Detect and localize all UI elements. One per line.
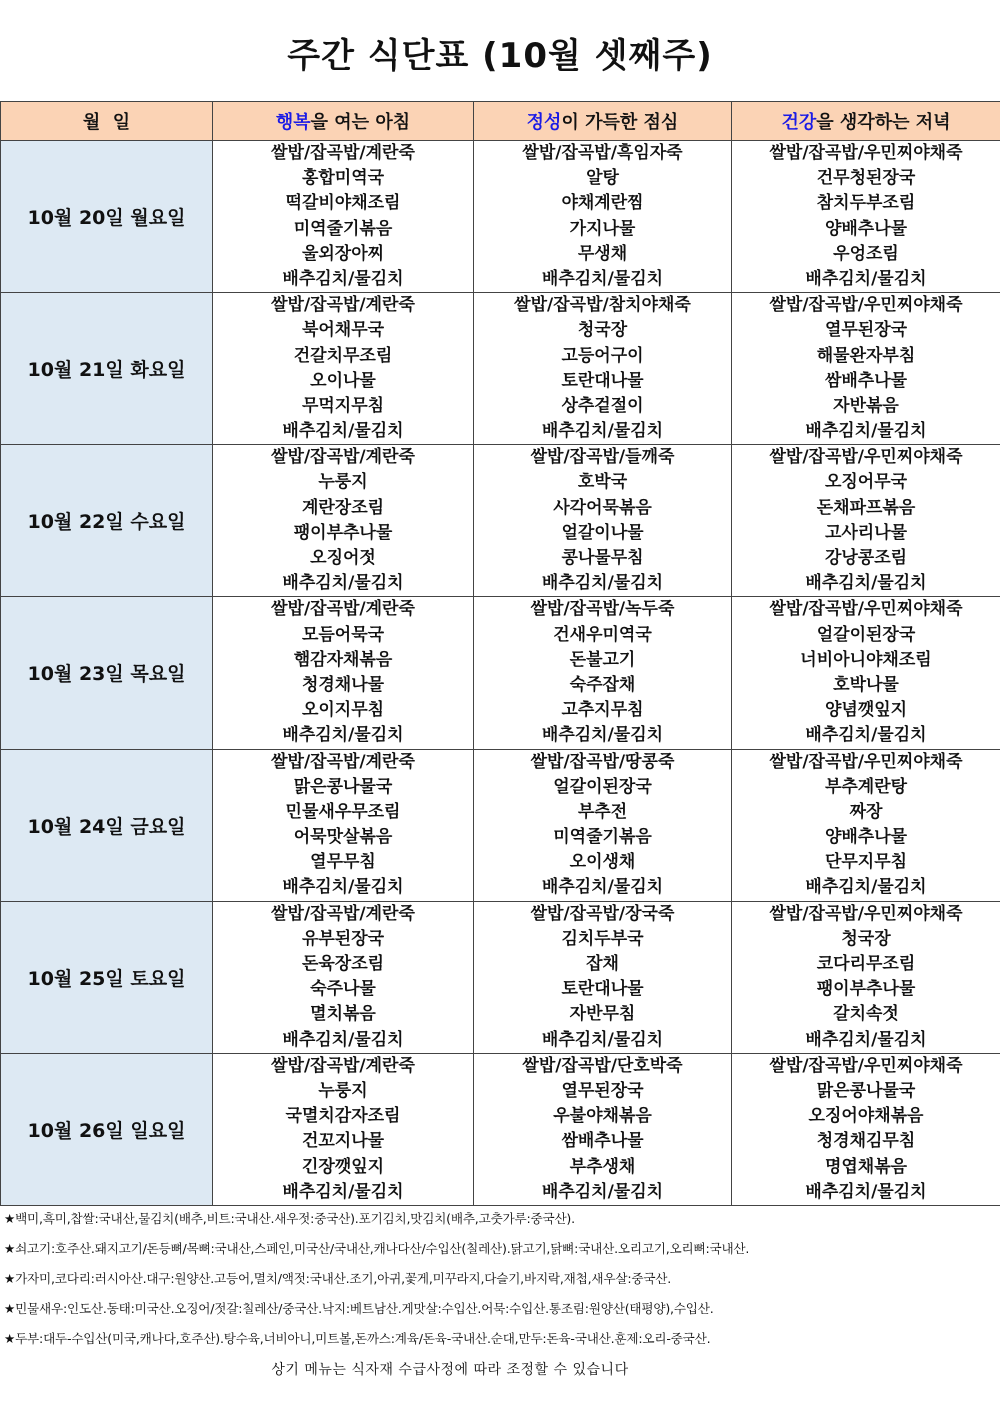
menu-item: 돈채파프볶음 (816, 497, 916, 518)
menu-item: 숙주잡채 (569, 674, 636, 695)
day-row (1, 293, 1000, 445)
menu-item: 쌀밥/잡곡밥/계란죽 (271, 1055, 415, 1076)
menu-item: 배추김치/물김치 (282, 421, 404, 442)
menu-item: 오징어젓 (310, 548, 376, 568)
header-lunch-highlight: 정성 (526, 112, 562, 133)
menu-item: 계란장조림 (301, 497, 385, 518)
menu-item: 쌀밥/잡곡밥/들깨죽 (530, 447, 675, 468)
menu-item: 홍합미역국 (301, 168, 385, 189)
menu-item: 부추전 (577, 801, 628, 822)
menu-item: 알탕 (586, 168, 619, 189)
menu-item: 양념깻잎지 (824, 700, 908, 721)
menu-item: 건무청된장국 (816, 168, 916, 189)
day-label: 10월 20일 월요일 (1, 141, 213, 293)
header-lunch (474, 102, 732, 141)
menu-item: 배추김치/물김치 (282, 1181, 404, 1202)
menu-item: 배추김치/물김치 (805, 421, 927, 442)
menu-item: 쌀밥/잡곡밥/우민찌야채죽 (769, 447, 963, 468)
menu-item: 고사리나물 (824, 522, 908, 543)
menu-item: 돈육장조림 (301, 954, 385, 974)
menu-item: 오징어야채볶음 (808, 1106, 924, 1127)
menu-item: 너비아니야채조림 (800, 649, 932, 670)
menu-item: 국멸치감자조림 (285, 1106, 401, 1127)
menu-item: 청경채나물 (301, 674, 385, 695)
dinner-cell (732, 901, 1000, 1053)
menu-item: 배추김치/물김치 (282, 725, 404, 746)
origin-notes (4, 1204, 999, 1354)
menu-item: 잡채 (586, 954, 619, 974)
menu-item: 코다리무조림 (816, 954, 916, 974)
breakfast-cell (213, 141, 474, 293)
menu-item: 누룽지 (318, 472, 368, 493)
lunch-cell (474, 141, 732, 293)
menu-item: 자반볶음 (833, 395, 899, 416)
menu-item: 배추김치/물김치 (541, 421, 664, 442)
day-row (1, 597, 1000, 749)
menu-item: 상추겉절이 (561, 395, 644, 416)
menu-item: 쌈배추나물 (561, 1131, 644, 1152)
lunch-cell (474, 293, 732, 445)
menu-item: 쌀밥/잡곡밥/계란죽 (271, 447, 415, 468)
menu-item: 울외장아찌 (301, 243, 385, 264)
menu-item: 콩나물무침 (561, 548, 644, 568)
menu-item: 김치두부국 (561, 928, 644, 949)
day-row (1, 445, 1000, 597)
menu-item: 무먹지무침 (301, 395, 385, 416)
header-dinner-highlight: 건강 (781, 112, 817, 133)
menu-item: 민물새우무조림 (285, 801, 401, 822)
day-label: 10월 24일 금요일 (1, 749, 213, 901)
menu-item: 배추김치/물김치 (541, 1029, 664, 1050)
menu-item: 미역줄기볶음 (553, 827, 652, 848)
menu-item: 돈불고기 (569, 649, 636, 670)
day-label: 10월 26일 일요일 (1, 1053, 213, 1205)
menu-item: 고등어구이 (561, 345, 644, 366)
menu-item: 누룽지 (318, 1080, 368, 1101)
menu-item: 모듬어묵국 (301, 624, 385, 645)
menu-item: 배추김치/물김치 (541, 877, 664, 898)
menu-item: 쌀밥/잡곡밥/계란죽 (271, 143, 415, 163)
menu-item: 해물완자부침 (816, 345, 916, 366)
menu-item: 오이나물 (310, 370, 376, 391)
breakfast-cell (213, 1053, 474, 1205)
menu-item: 건꼬지나물 (301, 1131, 385, 1152)
menu-item: 건새우미역국 (553, 624, 652, 645)
menu-item: 건갈치무조림 (293, 345, 393, 366)
menu-item: 오징어무국 (824, 472, 908, 493)
menu-item: 멸치볶음 (310, 1004, 376, 1025)
header-day: 월 일 (1, 102, 213, 141)
menu-item: 긴장깻잎지 (301, 1156, 385, 1177)
dinner-cell (732, 445, 1000, 597)
menu-item: 배추김치/물김치 (541, 268, 664, 289)
menu-item: 맑은콩나물국 (816, 1080, 916, 1101)
menu-item: 쌀밥/잡곡밥/녹두죽 (530, 599, 675, 620)
menu-item: 쌀밥/잡곡밥/계란죽 (271, 903, 415, 924)
menu-item: 북어채무국 (301, 320, 385, 341)
header-breakfast (213, 102, 474, 141)
lunch-cell (474, 597, 732, 749)
menu-item: 가지나물 (569, 218, 636, 239)
lunch-cell (474, 901, 732, 1053)
menu-item: 갈치속젓 (833, 1004, 899, 1025)
header-row (1, 102, 1000, 141)
dinner-cell (732, 597, 1000, 749)
menu-item: 양배추나물 (824, 827, 908, 848)
page-title: 주간 식단표 (10월 셋째주) (287, 36, 713, 76)
menu-item: 토란대나물 (561, 979, 644, 1000)
lunch-cell (474, 749, 732, 901)
menu-item: 쌀밥/잡곡밥/땅콩죽 (530, 751, 675, 772)
dinner-cell (732, 141, 1000, 293)
menu-item: 열무무침 (310, 852, 376, 873)
header-breakfast-rest: 을 여는 아침 (310, 112, 411, 133)
menu-item: 팽이부추나물 (816, 979, 916, 1000)
dinner-cell (732, 293, 1000, 445)
menu-item: 열무된장국 (561, 1080, 644, 1101)
menu-item: 호박나물 (833, 674, 899, 695)
origin-note: ★백미,흑미,찹쌀:국내산,물김치(배추,비트:국내산.새우젓:중국산).포기김치,맛김치(배추,고춧가루:중국산). (4, 1211, 575, 1226)
menu-item: 쌈배추나물 (824, 370, 908, 391)
menu-item: 사각어묵볶음 (553, 497, 652, 518)
dinner-cell (732, 1053, 1000, 1205)
menu-item: 쌀밥/잡곡밥/단호박죽 (522, 1055, 683, 1076)
menu-item: 숙주나물 (310, 979, 376, 1000)
menu-item: 짜장 (849, 801, 883, 822)
menu-item: 참치두부조림 (816, 193, 916, 214)
origin-note: ★쇠고기:호주산.돼지고기/돈등뼈/목뼈:국내산,스페인,미국산/국내산,캐나다산/수입산(칠레산).닭고기,닭뼈:국내산.오리고기,오리뼈:국내산. (4, 1241, 750, 1256)
menu-item: 배추김치/물김치 (805, 268, 927, 289)
menu-item: 청경채김무침 (816, 1131, 916, 1152)
menu-item: 부추생채 (569, 1156, 636, 1177)
menu-item: 쌀밥/잡곡밥/우민찌야채죽 (769, 295, 963, 316)
header-dinner (732, 102, 1000, 141)
menu-item: 우불야채볶음 (553, 1106, 652, 1127)
menu-item: 호박국 (577, 472, 628, 493)
header-breakfast-highlight: 행복 (275, 112, 311, 133)
breakfast-cell (213, 293, 474, 445)
breakfast-cell (213, 597, 474, 749)
day-row (1, 901, 1000, 1053)
menu-item: 양배추나물 (824, 218, 908, 239)
menu-item: 자반무침 (569, 1004, 636, 1025)
menu-item: 열무된장국 (824, 320, 908, 341)
menu-item: 쌀밥/잡곡밥/우민찌야채죽 (769, 599, 963, 620)
menu-item: 쌀밥/잡곡밥/우민찌야채죽 (769, 143, 963, 163)
day-label: 10월 22일 수요일 (1, 445, 213, 597)
menu-item: 쌀밥/잡곡밥/우민찌야채죽 (769, 751, 963, 772)
menu-item: 쌀밥/잡곡밥/계란죽 (271, 599, 415, 620)
day-row (1, 1053, 1000, 1205)
menu-item: 쌀밥/잡곡밥/참치야채죽 (514, 295, 691, 316)
menu-item: 쌀밥/잡곡밥/계란죽 (271, 751, 415, 772)
weekly-menu-table (0, 101, 1000, 1206)
breakfast-cell (213, 749, 474, 901)
menu-item: 쌀밥/잡곡밥/계란죽 (271, 295, 415, 316)
day-label: 10월 23일 목요일 (1, 597, 213, 749)
day-row (1, 749, 1000, 901)
footer-notice: 상기 메뉴는 식자재 수급사정에 따라 조정할 수 있습니다 (271, 1362, 629, 1378)
menu-item: 청국장 (841, 928, 891, 949)
menu-item: 떡갈비야채조림 (285, 193, 401, 214)
origin-note: ★민물새우:인도산.동태:미국산.오징어/젓갈:칠레산/중국산.낙지:베트남산.게맛살:수입산.어묵:수입산.통조림:원양산(태평양),수입산. (4, 1301, 714, 1316)
menu-item: 배추김치/물김치 (282, 1029, 404, 1050)
menu-item: 배추김치/물김치 (541, 725, 664, 746)
menu-item: 얼갈이나물 (561, 522, 644, 543)
menu-item: 햄감자채볶음 (293, 649, 393, 670)
menu-item: 팽이부추나물 (293, 522, 393, 543)
menu-item: 무생채 (577, 243, 628, 264)
menu-item: 토란대나물 (561, 370, 644, 391)
menu-item: 오이생채 (569, 852, 636, 873)
origin-note: ★가자미,코다리:러시아산.대구:원양산.고등어,멸치/액젓:국내산.조기,아귀,꽃게,미꾸라지,다슬기,바지락,재첩,새우살:중국산. (4, 1271, 672, 1286)
menu-item: 맑은콩나물국 (293, 776, 393, 797)
day-row (1, 141, 1000, 293)
menu-item: 배추김치/물김치 (805, 877, 927, 898)
lunch-cell (474, 445, 732, 597)
menu-item: 배추김치/물김치 (805, 1181, 927, 1202)
menu-item: 배추김치/물김치 (805, 725, 927, 746)
day-label: 10월 25일 토요일 (1, 901, 213, 1053)
lunch-cell (474, 1053, 732, 1205)
menu-item: 야채계란찜 (561, 193, 644, 214)
breakfast-cell (213, 445, 474, 597)
header-lunch-rest: 이 가득한 점심 (561, 112, 679, 133)
origin-note: ★두부:대두-수입산(미국,캐나다,호주산).탕수육,너비아니,미트볼,돈까스:계육/돈육-국내산.순대,만두:돈육-국내산.훈제:오리-중국산. (4, 1331, 711, 1346)
menu-item: 미역줄기볶음 (293, 218, 393, 239)
dinner-cell (732, 749, 1000, 901)
menu-item: 배추김치/물김치 (805, 573, 927, 594)
menu-body (1, 141, 1000, 1206)
menu-item: 배추김치/물김치 (541, 573, 664, 594)
header-dinner-rest: 을 생각하는 저녁 (816, 112, 951, 133)
menu-item: 부추계란탕 (824, 776, 908, 797)
menu-item: 강낭콩조림 (824, 548, 908, 568)
menu-item: 단무지무침 (824, 852, 908, 873)
menu-item: 고추지무침 (561, 700, 644, 721)
menu-item: 유부된장국 (301, 928, 385, 949)
menu-item: 배추김치/물김치 (541, 1181, 664, 1202)
menu-item: 쌀밥/잡곡밥/장국죽 (530, 903, 675, 924)
menu-item: 배추김치/물김치 (282, 877, 404, 898)
menu-item: 배추김치/물김치 (282, 268, 404, 289)
menu-item: 오이지무침 (301, 700, 385, 721)
menu-item: 얼갈이된장국 (553, 776, 652, 797)
menu-item: 우엉조림 (833, 243, 899, 264)
menu-item: 어묵맛살볶음 (293, 827, 393, 848)
menu-item: 배추김치/물김치 (805, 1029, 927, 1050)
menu-item: 명엽채볶음 (824, 1156, 908, 1177)
menu-item: 얼갈이된장국 (816, 624, 916, 645)
menu-item: 청국장 (577, 320, 628, 341)
menu-item: 배추김치/물김치 (282, 573, 404, 594)
menu-item: 쌀밥/잡곡밥/흑임자죽 (522, 143, 683, 163)
breakfast-cell (213, 901, 474, 1053)
menu-item: 쌀밥/잡곡밥/우민찌야채죽 (769, 1055, 963, 1076)
menu-item: 쌀밥/잡곡밥/우민찌야채죽 (769, 903, 963, 924)
day-label: 10월 21일 화요일 (1, 293, 213, 445)
